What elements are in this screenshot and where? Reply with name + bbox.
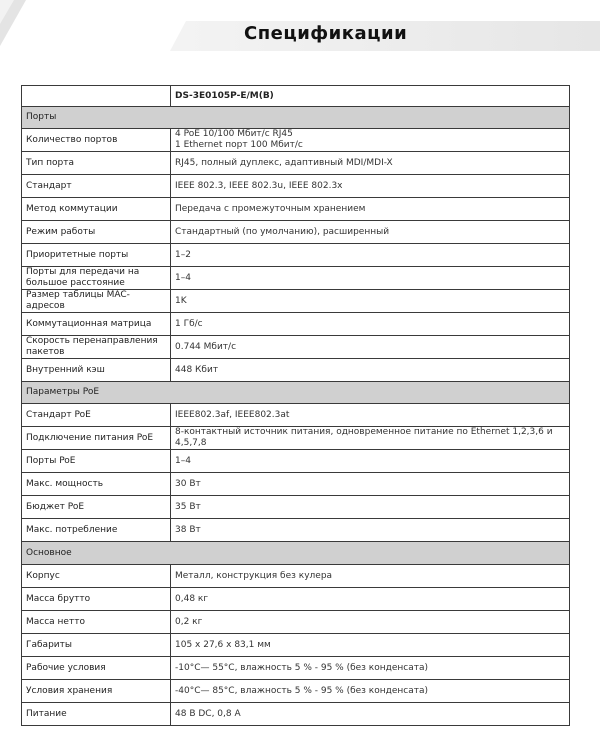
- spec-label: Масса брутто: [22, 588, 171, 611]
- table-row: [22, 565, 570, 588]
- corner-decoration-icon: [0, 0, 26, 46]
- spec-value: 48 В DC, 0,8 А: [171, 703, 570, 726]
- spec-label: Приоритетные порты: [22, 244, 171, 267]
- section-title: Параметры PoE: [22, 382, 570, 404]
- spec-label: Тип порта: [22, 152, 171, 175]
- spec-value: 0,48 кг: [171, 588, 570, 611]
- table-row: [22, 267, 570, 290]
- section-header: [22, 542, 570, 565]
- spec-label: Условия хранения: [22, 680, 171, 703]
- spec-value: IEEE 802.3, IEEE 802.3u, IEEE 802.3x: [171, 175, 570, 198]
- spec-label: Стандарт PoE: [22, 404, 171, 427]
- spec-value: 35 Вт: [171, 496, 570, 519]
- table-row: [22, 473, 570, 496]
- spec-value: 8-контактный источник питания, одновременное питание по Ethernet 1,2,3,6 и 4,5,7,8: [171, 427, 570, 450]
- spec-label: Корпус: [22, 565, 171, 588]
- spec-value: 0,2 кг: [171, 611, 570, 634]
- table-row: [22, 336, 570, 359]
- spec-label: Макс. мощность: [22, 473, 171, 496]
- table-row: [22, 496, 570, 519]
- spec-value: 30 Вт: [171, 473, 570, 496]
- table-row: [22, 450, 570, 473]
- page-title: Спецификации: [244, 23, 408, 44]
- table-row: [22, 657, 570, 680]
- spec-label: Стандарт: [22, 175, 171, 198]
- table-row: [22, 404, 570, 427]
- spec-value: -40°C— 85°C, влажность 5 % - 95 % (без конденсата): [171, 680, 570, 703]
- spec-value: 1–4: [171, 450, 570, 473]
- spec-label: Коммутационная матрица: [22, 313, 171, 336]
- spec-value: 1–4: [171, 267, 570, 290]
- spec-label: Подключение питания PoE: [22, 427, 171, 450]
- spec-label: Макс. потребление: [22, 519, 171, 542]
- table-row: [22, 221, 570, 244]
- table-row: [22, 313, 570, 336]
- spec-label: Габариты: [22, 634, 171, 657]
- table-row: [22, 519, 570, 542]
- spec-label: Размер таблицы MAC-адресов: [22, 290, 171, 313]
- table-row: [22, 611, 570, 634]
- spec-value: IEEE802.3af, IEEE802.3at: [171, 404, 570, 427]
- spec-value: RJ45, полный дуплекс, адаптивный MDI/MDI-X: [171, 152, 570, 175]
- spec-value: Стандартный (по умолчанию), расширенный: [171, 221, 570, 244]
- spec-value: -10°C— 55°C, влажность 5 % - 95 % (без конденсата): [171, 657, 570, 680]
- table-row: [22, 244, 570, 267]
- spec-label: Порты для передачи на большое расстояние: [22, 267, 171, 290]
- spec-label: Скорость перенаправления пакетов: [22, 336, 171, 359]
- spec-value: Металл, конструкция без кулера: [171, 565, 570, 588]
- spec-label: Метод коммутации: [22, 198, 171, 221]
- spec-label: Количество портов: [22, 129, 171, 152]
- spec-value: 0.744 Мбит/с: [171, 336, 570, 359]
- header-empty-cell: [22, 86, 171, 107]
- spec-value: 1–2: [171, 244, 570, 267]
- spec-value: 38 Вт: [171, 519, 570, 542]
- table-row: [22, 680, 570, 703]
- spec-label: Рабочие условия: [22, 657, 171, 680]
- table-header-row: [22, 86, 570, 107]
- section-title: Основное: [22, 542, 570, 565]
- table-row: [22, 152, 570, 175]
- section-header: [22, 107, 570, 129]
- table-row: [22, 634, 570, 657]
- spec-label: Масса нетто: [22, 611, 171, 634]
- table-row: [22, 588, 570, 611]
- spec-value: 105 x 27,6 x 83,1 мм: [171, 634, 570, 657]
- spec-value: 1K: [171, 290, 570, 313]
- spec-table: [21, 85, 570, 726]
- table-row: [22, 427, 570, 450]
- spec-value: Передача с промежуточным хранением: [171, 198, 570, 221]
- spec-value: 1 Гб/с: [171, 313, 570, 336]
- spec-value: 448 Кбит: [171, 359, 570, 382]
- table-row: [22, 703, 570, 726]
- table-row: [22, 198, 570, 221]
- table-row: [22, 359, 570, 382]
- section-header: [22, 382, 570, 404]
- spec-label: Бюджет PoE: [22, 496, 171, 519]
- spec-label: Питание: [22, 703, 171, 726]
- model-name: DS-3E0105P-E/M(B): [171, 86, 570, 107]
- spec-value: 4 PoE 10/100 Мбит/с RJ45 1 Ethernet порт 100 Мбит/с: [171, 129, 570, 152]
- table-row: [22, 129, 570, 152]
- spec-label: Порты PoE: [22, 450, 171, 473]
- table-row: [22, 290, 570, 313]
- section-title: Порты: [22, 107, 570, 129]
- spec-label: Режим работы: [22, 221, 171, 244]
- table-row: [22, 175, 570, 198]
- spec-label: Внутренний кэш: [22, 359, 171, 382]
